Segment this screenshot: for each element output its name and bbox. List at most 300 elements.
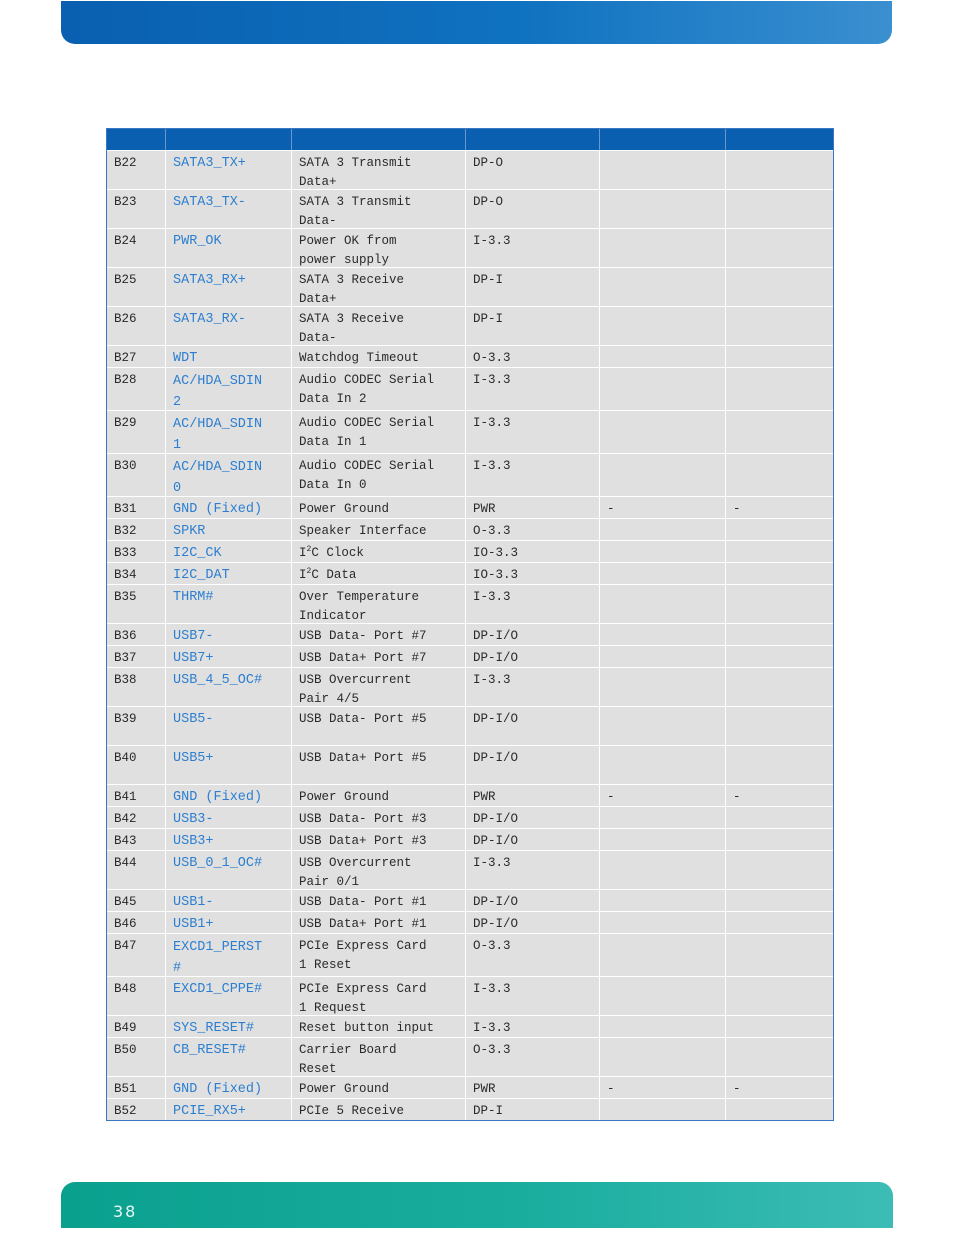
description-cell <box>292 890 466 911</box>
column5-cell: - <box>600 1077 726 1098</box>
description-cell-line: Pair 0/1 <box>299 875 360 889</box>
signal-cell <box>166 1077 292 1098</box>
description-cell <box>292 746 466 784</box>
description-cell <box>292 977 466 1015</box>
description-cell-line: PCIe Express Card <box>299 982 427 996</box>
column6-cell <box>726 454 833 496</box>
description-cell-line: USB Data+ Port #5 <box>299 751 427 765</box>
type-cell: I-3.3 <box>466 229 600 267</box>
description-cell <box>292 934 466 976</box>
signal-cell-line: USB7- <box>173 629 214 644</box>
description-cell-line: Audio CODEC Serial <box>299 416 435 430</box>
column6-cell <box>726 624 833 645</box>
table-row <box>107 540 833 562</box>
type-cell: I-3.3 <box>466 368 600 410</box>
type-cell: PWR <box>466 1077 600 1098</box>
type-cell: I-3.3 <box>466 977 600 1015</box>
signal-cell <box>166 624 292 645</box>
table-header-row <box>107 129 833 150</box>
signal-cell <box>166 229 292 267</box>
table-row <box>107 562 833 584</box>
column5-cell <box>600 912 726 933</box>
header-cell <box>726 129 833 150</box>
description-cell <box>292 1038 466 1076</box>
signal-cell-line: I2C_DAT <box>173 568 230 583</box>
description-cell-line: USB Data+ Port #1 <box>299 917 427 931</box>
footer-banner <box>61 1182 893 1228</box>
signal-cell <box>166 368 292 410</box>
signal-cell <box>166 541 292 562</box>
type-cell: PWR <box>466 497 600 518</box>
type-cell: O-3.3 <box>466 519 600 540</box>
description-cell-line: USB Data+ Port #3 <box>299 834 427 848</box>
column5-cell <box>600 668 726 706</box>
signal-cell <box>166 151 292 189</box>
description-cell-line: Watchdog Timeout <box>299 351 420 365</box>
description-cell-line: PCIe Express Card <box>299 939 427 953</box>
description-cell <box>292 912 466 933</box>
signal-cell <box>166 668 292 706</box>
description-prefix: I <box>299 568 307 582</box>
column5-cell <box>600 1099 726 1120</box>
signal-cell <box>166 1038 292 1076</box>
description-cell-line: Audio CODEC Serial <box>299 373 435 387</box>
column6-cell <box>726 977 833 1015</box>
table-row <box>107 410 833 453</box>
table-row <box>107 584 833 623</box>
description-cell-line: Power OK from <box>299 234 397 248</box>
description-cell <box>292 519 466 540</box>
description-cell-line: SATA 3 Receive <box>299 273 405 287</box>
type-cell: DP-O <box>466 190 600 228</box>
table-row <box>107 667 833 706</box>
column5-cell <box>600 624 726 645</box>
column6-cell <box>726 411 833 453</box>
table-row <box>107 1098 833 1120</box>
signal-cell <box>166 977 292 1015</box>
description-cell-line: power supply <box>299 253 390 267</box>
column6-cell <box>726 807 833 828</box>
table-row <box>107 645 833 667</box>
signal-cell-line: USB5+ <box>173 751 214 766</box>
description-cell-line: USB Data- Port #5 <box>299 712 427 726</box>
description-cell <box>292 785 466 806</box>
signal-cell-line: AC/HDA_SDIN <box>173 460 263 475</box>
type-cell: I-3.3 <box>466 851 600 889</box>
description-cell <box>292 190 466 228</box>
column5-cell <box>600 190 726 228</box>
description-cell-line: Over Temperature <box>299 590 420 604</box>
description-cell-line: Power Ground <box>299 790 390 804</box>
column5-cell <box>600 268 726 306</box>
signal-cell-line: GND (Fixed) <box>173 1082 263 1097</box>
signal-cell <box>166 346 292 367</box>
type-cell: DP-I/O <box>466 890 600 911</box>
signal-cell-line: PWR_OK <box>173 234 222 249</box>
column6-cell <box>726 1038 833 1076</box>
signal-cell-line: SATA3_RX- <box>173 312 246 327</box>
signal-cell <box>166 268 292 306</box>
table-row <box>107 889 833 911</box>
description-cell-line: USB Data- Port #7 <box>299 629 427 643</box>
signal-cell <box>166 646 292 667</box>
table-row <box>107 518 833 540</box>
description-cell-line: USB Data- Port #3 <box>299 812 427 826</box>
column6-cell <box>726 1099 833 1120</box>
signal-cell-line: USB1- <box>173 895 214 910</box>
table-row <box>107 745 833 784</box>
signal-cell-line: WDT <box>173 351 198 366</box>
description-cell-line: Audio CODEC Serial <box>299 459 435 473</box>
column6-cell <box>726 563 833 584</box>
type-cell: IO-3.3 <box>466 541 600 562</box>
signal-cell-line: SPKR <box>173 524 206 539</box>
signal-cell-line: USB5- <box>173 712 214 727</box>
column5-cell <box>600 346 726 367</box>
signal-cell <box>166 1016 292 1037</box>
signal-cell-line: GND (Fixed) <box>173 502 263 517</box>
description-cell-line: Carrier Board <box>299 1043 397 1057</box>
description-cell-line: Power Ground <box>299 502 390 516</box>
header-cell <box>600 129 726 150</box>
signal-cell <box>166 785 292 806</box>
table-row <box>107 1015 833 1037</box>
description-cell <box>292 1099 466 1120</box>
description-prefix: I <box>299 546 307 560</box>
type-cell: O-3.3 <box>466 346 600 367</box>
signal-cell <box>166 829 292 850</box>
column6-cell <box>726 190 833 228</box>
page-number: 38 <box>113 1202 138 1221</box>
type-cell: I-3.3 <box>466 1016 600 1037</box>
type-cell: DP-I <box>466 307 600 345</box>
table-row <box>107 189 833 228</box>
pin-cell: B23 <box>107 190 166 228</box>
description-cell-line: Pair 4/5 <box>299 692 360 706</box>
type-cell: IO-3.3 <box>466 563 600 584</box>
table-row <box>107 267 833 306</box>
column6-cell <box>726 585 833 623</box>
description-cell-line: Data+ <box>299 292 337 306</box>
table-row <box>107 228 833 267</box>
table-row <box>107 150 833 189</box>
table-row <box>107 496 833 518</box>
description-cell <box>292 851 466 889</box>
description-cell <box>292 368 466 410</box>
table-row <box>107 706 833 745</box>
column6-cell: - <box>733 1082 741 1096</box>
column5-cell <box>600 454 726 496</box>
pin-cell: B49 <box>107 1016 166 1037</box>
description-cell-line: Speaker Interface <box>299 524 427 538</box>
signal-cell-line: AC/HDA_SDIN <box>173 374 263 389</box>
type-cell: DP-I/O <box>466 624 600 645</box>
table-row <box>107 806 833 828</box>
header-cell <box>166 129 292 150</box>
pin-cell: B48 <box>107 977 166 1015</box>
table-row <box>107 784 833 806</box>
column5-cell: - <box>600 497 726 518</box>
pin-cell: B39 <box>107 707 166 745</box>
column5-cell <box>600 646 726 667</box>
column6-cell: - <box>733 502 741 516</box>
type-cell: DP-I/O <box>466 912 600 933</box>
column5-cell <box>600 851 726 889</box>
pin-cell: B34 <box>107 563 166 584</box>
table-row <box>107 911 833 933</box>
type-cell: I-3.3 <box>466 454 600 496</box>
description-cell <box>292 707 466 745</box>
signal-cell-line: USB7+ <box>173 651 214 666</box>
signal-cell-line: USB3+ <box>173 834 214 849</box>
column6-cell: - <box>733 790 741 804</box>
pin-cell: B51 <box>107 1077 166 1098</box>
type-cell: DP-I/O <box>466 807 600 828</box>
table-row <box>107 1037 833 1076</box>
description-cell <box>292 646 466 667</box>
column6-cell <box>726 229 833 267</box>
column6-cell <box>726 890 833 911</box>
column6-cell <box>726 829 833 850</box>
header-cell <box>292 129 466 150</box>
description-cell-line: 1 Request <box>299 1001 367 1015</box>
description-cell <box>292 229 466 267</box>
description-cell-line: Indicator <box>299 609 367 623</box>
description-cell-line: Power Ground <box>299 1082 390 1096</box>
signal-cell <box>166 190 292 228</box>
table-row <box>107 623 833 645</box>
column5-cell <box>600 1038 726 1076</box>
description-cell-line: Reset <box>299 1062 337 1076</box>
description-cell <box>292 1016 466 1037</box>
description-cell <box>292 454 466 496</box>
column6-cell <box>726 541 833 562</box>
pin-cell: B43 <box>107 829 166 850</box>
pin-cell: B36 <box>107 624 166 645</box>
signal-cell-line: USB1+ <box>173 917 214 932</box>
pin-cell: B42 <box>107 807 166 828</box>
signal-cell <box>166 934 292 976</box>
column5-cell <box>600 829 726 850</box>
header-banner <box>61 1 892 44</box>
description-cell-line: 1 Reset <box>299 958 352 972</box>
column6-cell <box>726 912 833 933</box>
column5-cell <box>600 229 726 267</box>
table-row <box>107 367 833 410</box>
table-row <box>107 453 833 496</box>
pin-cell: B46 <box>107 912 166 933</box>
pin-cell: B22 <box>107 151 166 189</box>
signal-cell-line: EXCD1_CPPE# <box>173 982 263 997</box>
column6-cell <box>726 307 833 345</box>
description-cell-line: Data- <box>299 214 337 228</box>
description-cell <box>292 624 466 645</box>
pin-cell: B52 <box>107 1099 166 1120</box>
signal-cell-line: I2C_CK <box>173 546 222 561</box>
signal-cell <box>166 307 292 345</box>
description-cell-line: Data In 0 <box>299 478 367 492</box>
description-cell-line: SATA 3 Transmit <box>299 156 412 170</box>
table-body <box>107 150 833 1120</box>
column5-cell <box>600 368 726 410</box>
pin-cell: B28 <box>107 368 166 410</box>
signal-cell <box>166 912 292 933</box>
signal-cell <box>166 851 292 889</box>
signal-cell <box>166 519 292 540</box>
signal-cell <box>166 454 292 496</box>
pin-cell: B25 <box>107 268 166 306</box>
description-cell-line: SATA 3 Receive <box>299 312 405 326</box>
column5-cell <box>600 746 726 784</box>
column6-cell <box>726 934 833 976</box>
description-cell-line: USB Overcurrent <box>299 856 412 870</box>
description-cell <box>292 1077 466 1098</box>
signal-cell <box>166 497 292 518</box>
header-cell <box>107 129 166 150</box>
description-cell <box>292 307 466 345</box>
description-cell-line: SATA 3 Transmit <box>299 195 412 209</box>
column5-cell <box>600 307 726 345</box>
table-row <box>107 933 833 976</box>
signal-cell-line: SATA3_RX+ <box>173 273 246 288</box>
signal-cell-line: GND (Fixed) <box>173 790 263 805</box>
pin-cell: B44 <box>107 851 166 889</box>
pin-cell: B50 <box>107 1038 166 1076</box>
column6-cell <box>726 668 833 706</box>
column6-cell <box>726 151 833 189</box>
type-cell: I-3.3 <box>466 585 600 623</box>
signal-cell-line: AC/HDA_SDIN <box>173 417 263 432</box>
column5-cell <box>600 151 726 189</box>
column5-cell <box>600 807 726 828</box>
column5-cell: - <box>600 785 726 806</box>
table-row <box>107 976 833 1015</box>
column6-cell <box>726 368 833 410</box>
signal-cell-line: THRM# <box>173 590 214 605</box>
description-superscript: 2 <box>306 566 312 576</box>
description-cell <box>292 268 466 306</box>
signal-cell-line: EXCD1_PERST <box>173 940 263 955</box>
signal-cell-line: 2 <box>173 395 182 410</box>
description-suffix: C Clock <box>311 546 364 560</box>
column6-cell <box>726 268 833 306</box>
pin-cell: B24 <box>107 229 166 267</box>
signal-cell-line: 1 <box>173 438 182 453</box>
description-cell-line: USB Data+ Port #7 <box>299 651 427 665</box>
signal-cell-line: USB3- <box>173 812 214 827</box>
column5-cell <box>600 707 726 745</box>
type-cell: DP-I/O <box>466 646 600 667</box>
column5-cell <box>600 411 726 453</box>
type-cell: I-3.3 <box>466 411 600 453</box>
description-cell <box>292 829 466 850</box>
signal-cell-line: SATA3_TX+ <box>173 156 246 171</box>
description-cell-line: USB Data- Port #1 <box>299 895 427 909</box>
header-cell <box>466 129 600 150</box>
column5-cell <box>600 1016 726 1037</box>
signal-cell-line: USB_0_1_OC# <box>173 856 263 871</box>
column5-cell <box>600 934 726 976</box>
pin-cell: B32 <box>107 519 166 540</box>
pin-cell: B38 <box>107 668 166 706</box>
table-row <box>107 345 833 367</box>
pin-cell: B29 <box>107 411 166 453</box>
column6-cell <box>726 646 833 667</box>
signal-cell-line: 0 <box>173 481 182 496</box>
type-cell: DP-I/O <box>466 829 600 850</box>
description-superscript: 2 <box>306 544 312 554</box>
signal-cell-line: CB_RESET# <box>173 1043 246 1058</box>
description-cell-line: Data- <box>299 331 337 345</box>
pin-cell: B31 <box>107 497 166 518</box>
column6-cell <box>726 1016 833 1037</box>
signal-cell-line: PCIE_RX5+ <box>173 1104 246 1119</box>
pin-cell: B47 <box>107 934 166 976</box>
description-cell <box>292 807 466 828</box>
type-cell: DP-I <box>466 1099 600 1120</box>
column5-cell <box>600 890 726 911</box>
type-cell: DP-I <box>466 268 600 306</box>
column6-cell <box>726 707 833 745</box>
column5-cell <box>600 977 726 1015</box>
pin-cell: B40 <box>107 746 166 784</box>
description-cell-line: Data In 1 <box>299 435 367 449</box>
description-cell <box>292 541 466 562</box>
description-cell <box>292 668 466 706</box>
pin-cell: B26 <box>107 307 166 345</box>
description-cell-line: USB Overcurrent <box>299 673 412 687</box>
column5-cell <box>600 519 726 540</box>
description-cell <box>292 411 466 453</box>
description-cell <box>292 585 466 623</box>
pin-cell: B35 <box>107 585 166 623</box>
column5-cell <box>600 541 726 562</box>
description-cell-line: Data In 2 <box>299 392 367 406</box>
type-cell: I-3.3 <box>466 668 600 706</box>
pinout-table <box>106 128 834 1121</box>
column6-cell <box>726 746 833 784</box>
type-cell: DP-I/O <box>466 746 600 784</box>
signal-cell <box>166 707 292 745</box>
column6-cell <box>726 346 833 367</box>
signal-cell <box>166 1099 292 1120</box>
type-cell: O-3.3 <box>466 1038 600 1076</box>
type-cell: O-3.3 <box>466 934 600 976</box>
signal-cell-line: SYS_RESET# <box>173 1021 255 1036</box>
table-row <box>107 306 833 345</box>
description-suffix: C Data <box>311 568 357 582</box>
pin-cell: B37 <box>107 646 166 667</box>
signal-cell <box>166 890 292 911</box>
pin-cell: B30 <box>107 454 166 496</box>
pin-cell: B27 <box>107 346 166 367</box>
type-cell: DP-I/O <box>466 707 600 745</box>
signal-cell <box>166 563 292 584</box>
signal-cell <box>166 411 292 453</box>
description-cell <box>292 151 466 189</box>
table-row <box>107 828 833 850</box>
description-cell-line: PCIe 5 Receive <box>299 1104 405 1118</box>
description-cell <box>292 563 466 584</box>
signal-cell <box>166 585 292 623</box>
signal-cell-line: # <box>173 961 182 976</box>
column5-cell <box>600 585 726 623</box>
signal-cell-line: SATA3_TX- <box>173 195 246 210</box>
table-row <box>107 850 833 889</box>
type-cell: PWR <box>466 785 600 806</box>
column6-cell <box>726 851 833 889</box>
table-row <box>107 1076 833 1098</box>
